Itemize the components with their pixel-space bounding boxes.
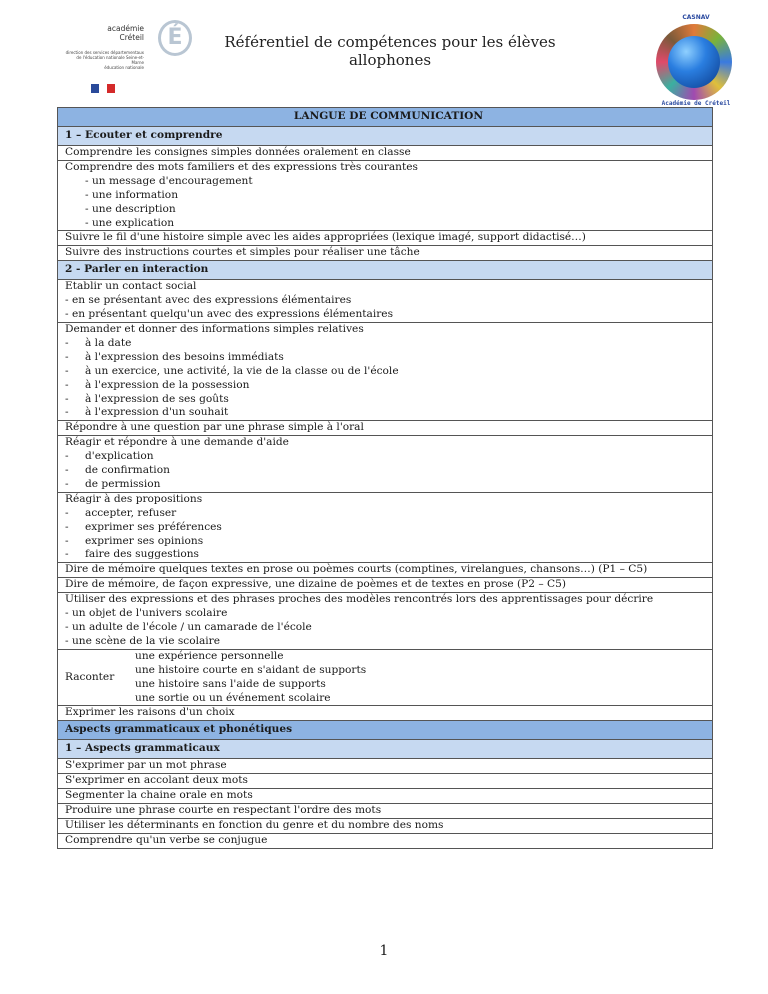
competence-text: - en se présentant avec des expressions élémentaires (65, 294, 352, 307)
section-header-cell: 2 - Parler en interaction (58, 261, 713, 280)
competence-text: Utiliser les déterminants en fonction du genre et du nombre des noms (65, 818, 444, 831)
table-row (58, 322, 713, 420)
competence-text: Suivre des instructions courtes et simples pour réaliser une tâche (65, 246, 420, 259)
dashed-item-text: accepter, refuser (85, 506, 177, 519)
dashed-item (65, 351, 712, 365)
competence-text: Exprimer les raisons d'un choix (65, 706, 235, 719)
table-row (58, 421, 713, 436)
competences-table (57, 107, 713, 849)
competence-text: S'exprimer par un mot phrase (65, 759, 227, 772)
dashed-item (65, 464, 712, 478)
dashed-item-text: à l'expression d'un souhait (85, 406, 229, 419)
competence-text: Dire de mémoire quelques textes en prose ou poèmes courts (comptines, virelangues, chansons…) (P1 – C5) (65, 563, 648, 576)
dashed-item-text: d'explication (85, 450, 154, 463)
table-row (58, 789, 713, 804)
competence-cell (58, 563, 713, 578)
competence-text: Produire une phrase courte en respectant l'ordre des mots (65, 804, 382, 817)
competence-cell (58, 280, 713, 323)
dashed-item-text: de permission (85, 477, 161, 490)
raconter-item: une histoire courte en s'aidant de supports (135, 663, 367, 676)
competence-text: Comprendre qu'un verbe se conjugue (65, 833, 268, 846)
table-row (58, 246, 713, 261)
competence-cell (58, 231, 713, 246)
raconter-label: Raconter (65, 670, 115, 683)
raconter-list (135, 650, 366, 706)
competence-text: Réagir et répondre à une demande d'aide (65, 436, 289, 449)
competence-cell (58, 492, 713, 563)
sub-item: - une information (85, 188, 179, 201)
competence-cell (58, 649, 713, 706)
competence-cell (58, 759, 713, 774)
dashed-item-text: exprimer ses opinions (85, 534, 204, 547)
raconter-item: une histoire sans l'aide de supports (135, 677, 326, 690)
competence-text: Demander et donner des informations simples relatives (65, 322, 364, 335)
competence-text: Réagir à des propositions (65, 492, 203, 505)
academie-line2: Créteil (119, 33, 144, 42)
competence-text: - un adulte de l'école / un camarade de l'école (65, 621, 312, 633)
dash-bullet: - (65, 406, 69, 419)
competence-text: - en présentant quelqu'un avec des expressions élémentaires (65, 308, 394, 321)
table-row (58, 280, 713, 323)
dash-bullet: - (65, 336, 69, 349)
table-body (58, 108, 713, 849)
table-row (58, 563, 713, 578)
competence-cell (58, 804, 713, 819)
raconter-block (65, 650, 712, 706)
direction-label: direction des services départementaux de l'éducation nationale Seine-et-Marne (65, 50, 144, 65)
dashed-item-text: à l'expression de ses goûts (85, 392, 229, 405)
dashed-item-text: faire des suggestions (85, 548, 199, 561)
competence-cell (58, 578, 713, 593)
french-flag-icon (91, 84, 115, 93)
competence-text: Répondre à une question par une phrase simple à l'oral (65, 421, 364, 434)
table-row (58, 649, 713, 706)
competence-cell (58, 833, 713, 848)
dashed-item-text: à la date (85, 336, 132, 349)
dashed-item-text: à l'expression de la possession (85, 378, 250, 391)
table-row (58, 774, 713, 789)
competence-text: - une scène de la vie scolaire (65, 634, 221, 647)
dash-bullet: - (65, 477, 69, 490)
section-header (58, 127, 713, 146)
dashed-item-text: à un exercice, une activité, la vie de la classe ou de l'école (85, 364, 399, 377)
dashed-item (65, 365, 712, 379)
raconter-item: une sortie ou un événement scolaire (135, 691, 331, 704)
section-header (58, 740, 713, 759)
grammar-header-cell: Aspects grammaticaux et phonétiques (58, 721, 713, 740)
section-header (58, 261, 713, 280)
direction-text (64, 50, 144, 70)
competence-cell (58, 436, 713, 493)
competence-text: Comprendre les consignes simples données oralement en classe (65, 146, 411, 158)
dash-bullet: - (65, 364, 69, 377)
dashed-item (65, 507, 712, 521)
casnav-academie-label: Académie de Créteil (661, 100, 731, 107)
dashed-item (65, 393, 712, 407)
competence-text: S'exprimer en accolant deux mots (65, 774, 248, 787)
competence-cell (58, 706, 713, 721)
dash-bullet: - (65, 378, 69, 391)
competence-text: Etablir un contact social (65, 280, 197, 293)
dashed-item (65, 548, 712, 562)
dashed-item (65, 337, 712, 351)
dashed-item (65, 450, 712, 464)
globe-icon (668, 36, 720, 88)
table-row (58, 759, 713, 774)
competence-cell (58, 593, 713, 650)
academie-name (107, 24, 144, 42)
dashed-item-text: à l'expression des besoins immédiats (85, 350, 284, 363)
table-row (58, 160, 713, 231)
competence-cell (58, 774, 713, 789)
section-header-cell: 1 – Ecouter et comprendre (58, 127, 713, 146)
casnav-label: CASNAV (682, 14, 710, 21)
competence-cell (58, 246, 713, 261)
dashed-item (65, 406, 712, 420)
section-header-cell: 1 – Aspects grammaticaux (58, 740, 713, 759)
competence-text: Comprendre des mots familiers et des expressions très courantes (65, 160, 418, 173)
dash-bullet: - (65, 520, 69, 533)
raconter-item: une expérience personnelle (135, 649, 284, 662)
table-row (58, 818, 713, 833)
competence-text: Suivre le fil d'une histoire simple avec les aides appropriées (lexique imagé, support didactisé…) (65, 231, 586, 244)
sub-item: - une description (85, 202, 176, 215)
dashed-item (65, 379, 712, 393)
sub-item: - un message d'encouragement (85, 174, 253, 187)
competence-cell (58, 322, 713, 420)
table-row (58, 231, 713, 246)
dash-bullet: - (65, 534, 69, 547)
competence-text: Segmenter la chaine orale en mots (65, 789, 253, 802)
competence-cell (58, 818, 713, 833)
main-header (58, 108, 713, 127)
academie-e-icon: É (158, 20, 192, 56)
document-title: Référentiel de compétences pour les élèves allophones (224, 33, 556, 69)
dashed-item (65, 521, 712, 535)
table-row (58, 706, 713, 721)
table-row (58, 593, 713, 650)
dashed-item (65, 535, 712, 549)
sub-item: - une explication (85, 216, 175, 229)
page-number: 1 (379, 943, 389, 959)
academie-line1: académie (107, 24, 144, 33)
ministry-label: éducation nationale (104, 65, 144, 70)
competence-cell (58, 789, 713, 804)
dashed-item (65, 478, 712, 492)
main-header-cell: LANGUE DE COMMUNICATION (58, 108, 713, 127)
casnav-logo (632, 12, 760, 108)
table-row (58, 492, 713, 563)
competence-text: Dire de mémoire, de façon expressive, une dizaine de poèmes et de textes en prose (P2 – C5) (65, 578, 567, 591)
competence-cell (58, 421, 713, 436)
dash-bullet: - (65, 464, 69, 477)
dashed-item-text: de confirmation (85, 464, 170, 477)
table-row (58, 146, 713, 161)
dash-bullet: - (65, 548, 69, 561)
competence-cell (58, 146, 713, 161)
dashed-item-text: exprimer ses préférences (85, 520, 222, 533)
table-row (58, 804, 713, 819)
grammar-header (58, 721, 713, 740)
dash-bullet: - (65, 392, 69, 405)
dash-bullet: - (65, 506, 69, 519)
table-row (58, 436, 713, 493)
academie-creteil-logo (66, 18, 206, 96)
table-row (58, 578, 713, 593)
table-row (58, 833, 713, 848)
dash-bullet: - (65, 350, 69, 363)
competence-text: Utiliser des expressions et des phrases proches des modèles rencontrés lors des apprentissages pour décrire (65, 593, 654, 606)
competence-cell (58, 160, 713, 231)
dash-bullet: - (65, 450, 69, 463)
competence-text: - un objet de l'univers scolaire (65, 607, 228, 620)
